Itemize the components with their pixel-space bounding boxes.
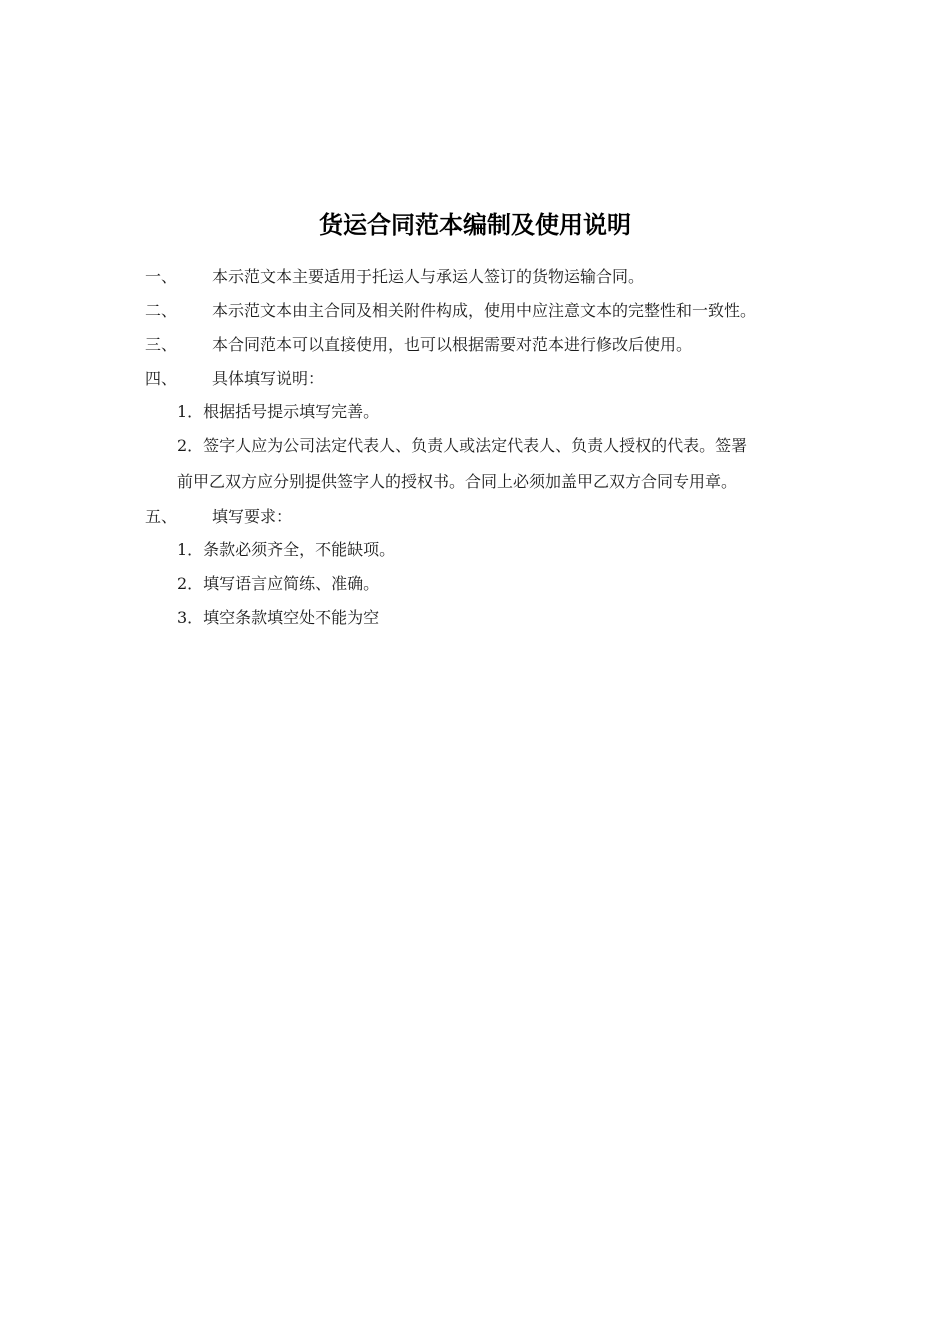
section-5-number: 五、 (145, 507, 178, 526)
section-4-number: 四、 (145, 369, 178, 388)
section-1-number: 一、 (145, 267, 178, 286)
section-3-number: 三、 (145, 335, 178, 354)
document-title: 货运合同范本编制及使用说明 (319, 211, 631, 239)
section-5-item-1: 1．条款必须齐全，不能缺项。 (177, 540, 396, 559)
section-4-item-1: 1．根据括号提示填写完善。 (177, 402, 380, 421)
section-5-item-3: 3．填空条款填空处不能为空 (177, 608, 380, 627)
section-1-text: 本示范文本主要适用于托运人与承运人签订的货物运输合同。 (212, 267, 645, 286)
section-4-item-2: 2．签字人应为公司法定代表人、负责人或法定代表人、负责人授权的代表。签署 (177, 436, 748, 455)
section-2-text: 本示范文本由主合同及相关附件构成，使用中应注意文本的完整性和一致性。 (212, 301, 757, 320)
section-5-item-2: 2．填写语言应简练、准确。 (177, 574, 380, 593)
section-4-text: 具体填写说明： (212, 369, 325, 388)
section-3-text: 本合同范本可以直接使用，也可以根据需要对范本进行修改后使用。 (212, 335, 693, 354)
section-4-item-2-continued: 前甲乙双方应分别提供签字人的授权书。合同上必须加盖甲乙双方合同专用章。 (177, 472, 738, 491)
section-5-text: 填写要求： (212, 507, 293, 526)
section-2-number: 二、 (145, 301, 178, 320)
